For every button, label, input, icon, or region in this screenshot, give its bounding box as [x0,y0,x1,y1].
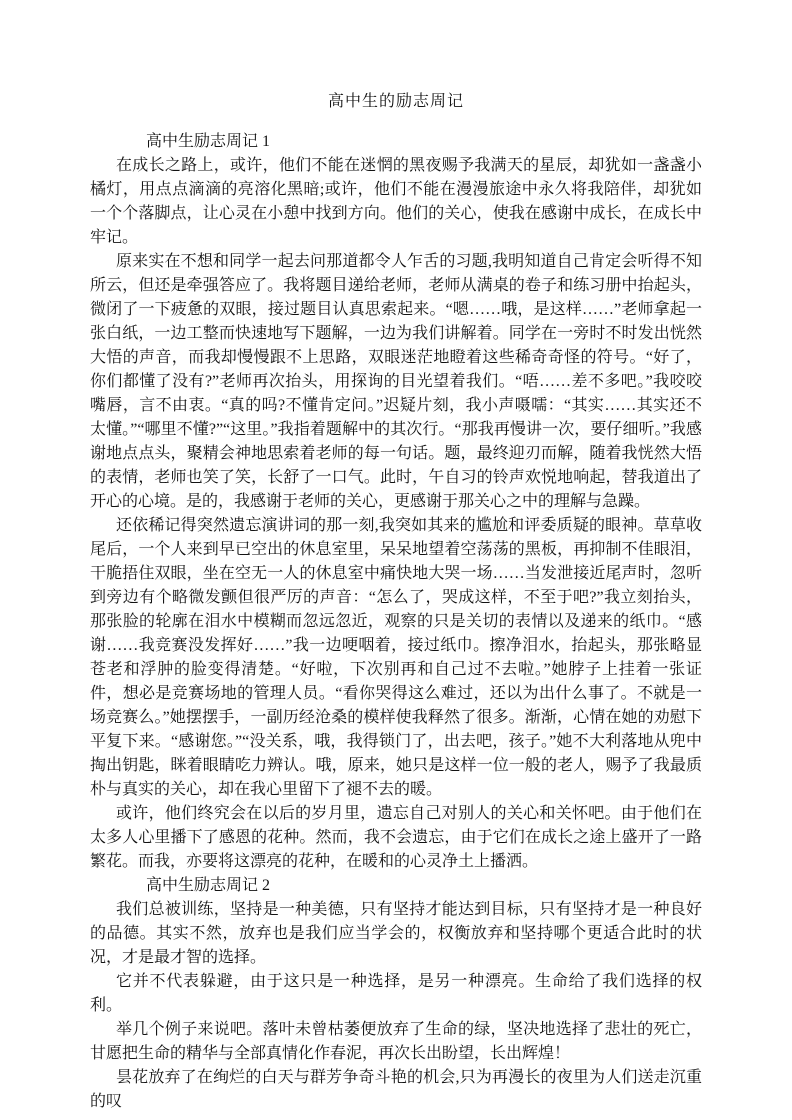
section-2 [90,874,702,1114]
paragraph: 它并不代表躲避，由于这只是一种选择，是另一种漂亮。生命给了我们选择的权利。 [90,973,702,1014]
paragraph: 在成长之路上，或许，他们不能在迷惘的黑夜赐予我满天的星辰，却犹如一盏盏小橘灯，用点点滴滴的亮溶化黑暗;或许，他们不能在漫漫旅途中永久将我陪伴，却犹如一个个落脚点，让心灵在小憩中找到方向。他们的关心，使我在感谢中成长，在成长中牢记。 [90,157,702,246]
paragraph: 原来实在不想和同学一起去问那道都令人乍舌的习题,我明知道自己肯定会听得不知所云，但还是牵强答应了。我将题目递给老师，老师从满桌的卷子和练习册中抬起头，微闭了一下疲惫的双眼，接过题目认真思索起来。“嗯……哦，是这样……”老师拿起一张白纸，一边工整而快速地写下题解，一边为我们讲解着。同学在一旁时不时发出恍然大悟的声音，而我却慢慢跟不上思路，双眼迷茫地瞪着这些稀奇奇怪的符号。“好了，你们都懂了没有?”老师再次抬头，用探询的目光望着我们。“唔……差不多吧。”我咬咬嘴唇，言不由衷。“真的吗?不懂肯定问。”迟疑片刻，我小声嗫嚅：“其实……其实还不太懂。”“哪里不懂?”“这里。”我指着题解中的其次行。“那我再慢讲一次，要仔细听。”我感谢地点点头，聚精会神地思索着老师的每一句话。题，最终迎刃而解，随着我恍然大悟的表情，老师也笑了笑，长舒了一口气。此时，午自习的铃声欢悦地响起，替我道出了开心的心境。是的，我感谢于老师的关心，更感谢于那关心之中的理解与急躁。 [90,253,702,510]
paragraph: 或许，他们终究会在以后的岁月里，遗忘自己对别人的关心和关怀吧。由于他们在太多人心里播下了感恩的花种。然而，我不会遗忘，由于它们在成长之途上盛开了一路繁花。而我，亦要将这漂亮的花种，在暖和的心灵净土上播洒。 [90,805,702,870]
paragraph: 还依稀记得突然遗忘演讲词的那一刻,我突如其来的尴尬和评委质疑的眼神。草草收尾后，一个人来到早已空出的休息室里，呆呆地望着空荡荡的黑板，再抑制不佳眼泪，干脆捂住双眼，坐在空无一人的休息室中痛快地大哭一场……当发泄接近尾声时，忽听到旁边有个略微发颤但很严厉的声音：“怎么了，哭成这样，不至于吧?”我立刻抬头，那张脸的轮廓在泪水中模糊而忽远忽近，观察的只是关切的表情以及递来的纸巾。“感谢……我竞赛没发挥好……”我一边哽咽着，接过纸巾。擦净泪水，抬起头，那张略显苍老和浮肿的脸变得清楚。“好啦，下次别再和自己过不去啦。”她脖子上挂着一张证件，想必是竞赛场地的管理人员。“看你哭得这么难过，还以为出什么事了。不就是一场竞赛么。”她摆摆手，一副历经沧桑的模样使我释然了很多。渐渐，心情在她的劝慰下平复下来。“感谢您。”“没关系，哦，我得锁门了，出去吧，孩子。”她不大利落地从兜中掏出钥匙，眯着眼睛吃力辨认。哦，原来，她只是这样一位一般的老人，赐予了我最质朴与真实的关心，却在我心里留下了褪不去的暖。 [90,517,702,798]
paragraph: 昙花放弃了在绚烂的白天与群芳争奇斗艳的机会,只为再漫长的夜里为人们送走沉重的叹 [90,1069,702,1110]
section-2-heading: 高中生励志周记 2 [146,877,271,894]
section-1-heading: 高中生励志周记 1 [146,133,271,150]
paragraph: 举几个例子来说吧。落叶未曾枯萎便放弃了生命的绿，坚决地选择了悲壮的死亡，甘愿把生命的精华与全部真情化作春泥，再次长出盼望，长出辉煌！ [90,1021,702,1062]
section-1 [90,130,702,874]
document-title: 高中生的励志周记 [327,93,464,110]
paragraph: 我们总被训练，坚持是一种美德，只有坚持才能达到目标，只有坚持才是一种良好的品德。其实不然，放弃也是我们应当学会的，权衡放弃和坚持哪个更适合此时的状况，才是最才智的选择。 [90,901,702,966]
